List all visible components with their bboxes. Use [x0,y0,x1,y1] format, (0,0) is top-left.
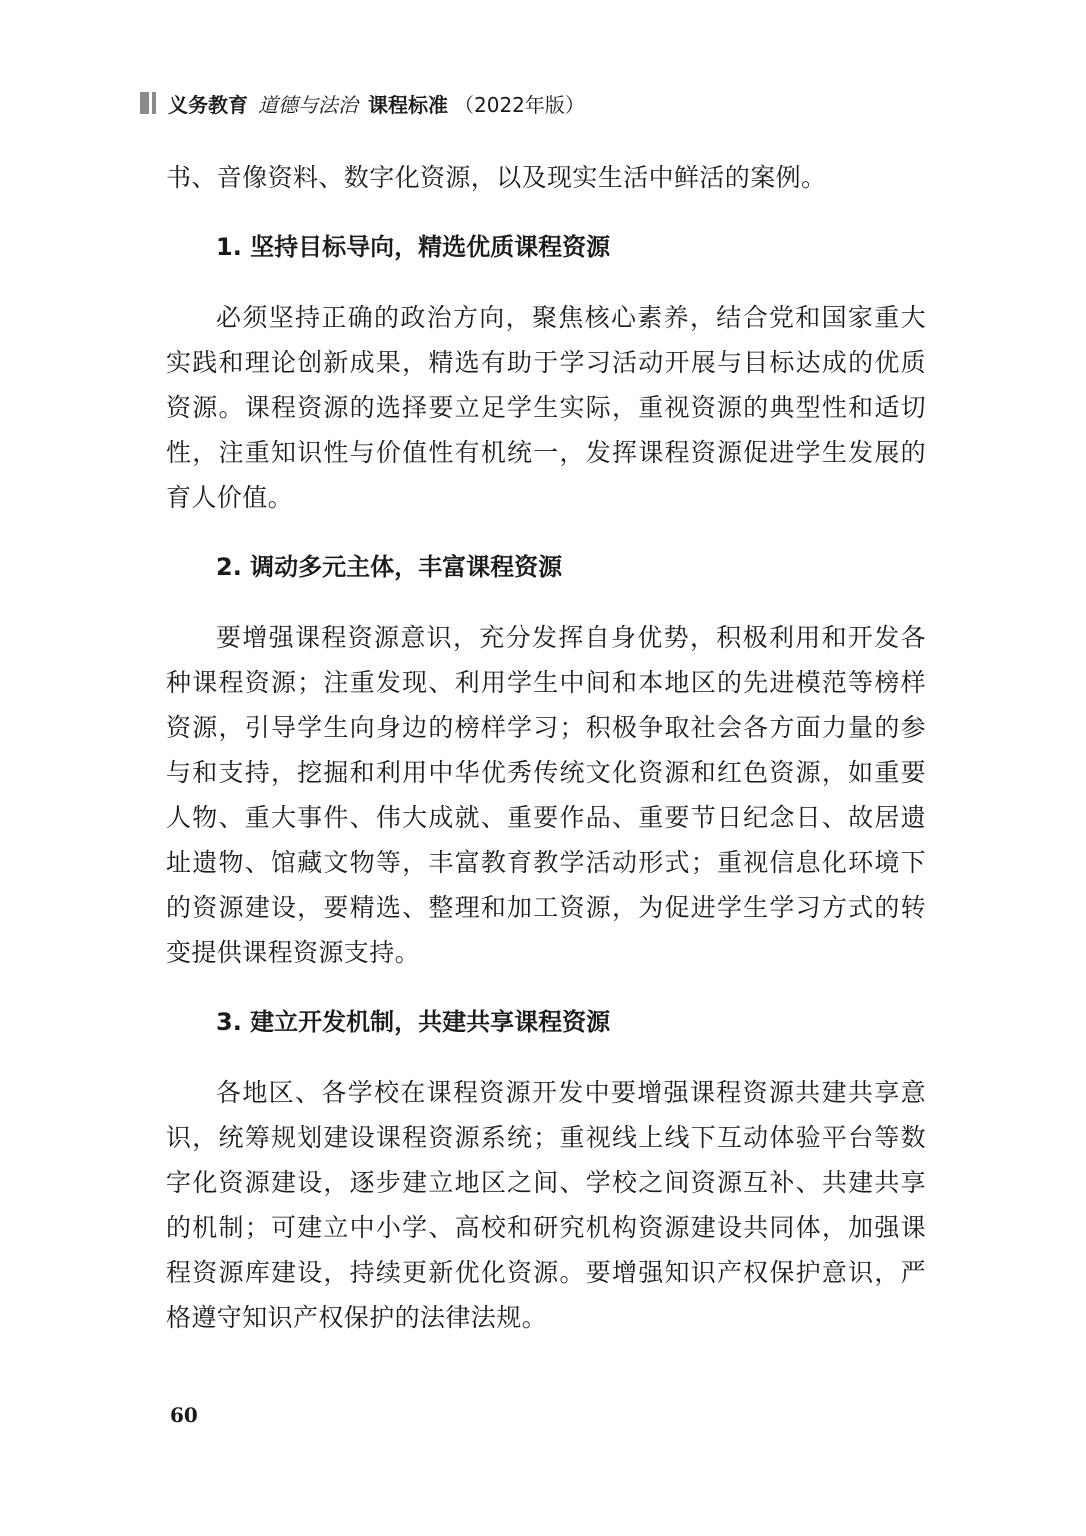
header-title-subject: 道德与法治 [258,92,358,117]
paragraph-1: 必须坚持正确的政治方向，聚焦核心素养，结合党和国家重大实践和理论创新成果，精选有助于学习活动开展与目标达成的优质资源。课程资源的选择要立足学生实际，重视资源的典型性和适切性，注重知识性与价值性有机统一，发挥课程资源促进学生发展的育人价值。 [166,303,926,512]
paragraph-continued: 书、音像资料、数字化资源，以及现实生活中鲜活的案例。 [166,163,827,192]
header-title-part3: 课程标准 [368,92,448,117]
paragraph-2: 要增强课程资源意识，充分发挥自身优势，积极利用和开发各种课程资源；注重发现、利用学生中间和本地区的先进模范等榜样资源，引导学生向身边的榜样学习；积极争取社会各方面力量的参与和支持，挖掘和利用中华优秀传统文化资源和红色资源，如重要人物、重大事件、伟大成就、重要作品、重要节日纪念日、故居遗址遗物、馆藏文物等，丰富教育教学活动形式；重视信息化环境下的资源建设，要精选、整理和加工资源，为促进学生学习方式的转变提供课程资源支持。 [166,623,926,967]
page-number: 60 [170,1403,198,1427]
header-bar-thin [152,92,156,114]
header-title-part1: 义务教育 [168,92,248,117]
section-heading-1: 1. 坚持目标导向，精选优质课程资源 [216,233,611,261]
section-heading-2: 2. 调动多元主体，丰富课程资源 [216,553,563,581]
header-bar-icon [140,92,156,114]
running-header [140,88,585,118]
paragraph-3: 各地区、各学校在课程资源开发中要增强课程资源共建共享意识，统筹规划建设课程资源系统；重视线上线下互动体验平台等数字化资源建设，逐步建立地区之间、学校之间资源互补、共建共享的机制；可建立中小学、高校和研究机构资源建设共同体，加强课程资源库建设，持续更新优化资源。要增强知识产权保护意识，严格遵守知识产权保护的法律法规。 [166,1078,926,1332]
header-edition: （2022年版） [454,92,585,117]
section-heading-3: 3. 建立开发机制，共建共享课程资源 [216,1008,611,1036]
header-bar-thick [140,92,149,114]
page-body [166,155,926,1340]
